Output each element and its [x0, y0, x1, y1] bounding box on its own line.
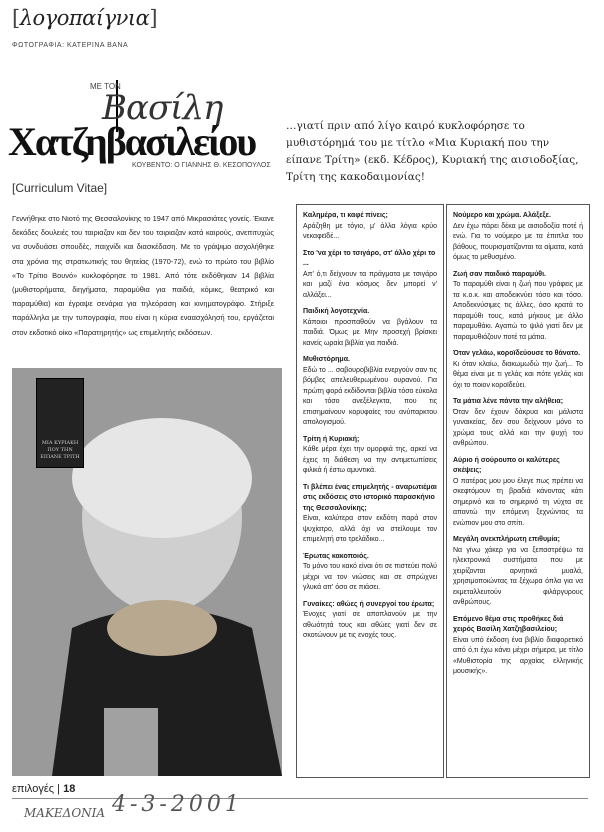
qa-answer: Εδώ το ... σαβουροβιβλία ενεργούν σαν τις βόμβες απελευθερωμένου ουρανού. Για πρώτη φορά εκδίδονται βιβλία τόσο εύκολα και τόσο ανεξέλεγκτα, που τις επισημαίνουν κορυφαίες του ανύπαρκτου απολογισμού.	[303, 366, 437, 426]
qa-question: Στο 'να χέρι το τσιγάρο, στ' άλλο χέρι το ...	[303, 249, 436, 267]
qa-answer: Κι όταν κλαίω, διακωμωδώ την ζωή... Το θέμα είναι με τι γελάς και πότε γελάς και όχι το ποιον κοροϊδεύει.	[453, 360, 583, 389]
qa-answer: Το παραμύθι είναι η ζωή που γράφεις με τα κ.ο.κ. και αποδεικνύει τόσο και τόσο. Αποδεκνύσιμες τις άλλες, όσο κρατά το παραμύθι τους, κατά μήκους με άλλο παραμυθάκι. Αγαπώ το ψιλό γιατί δεν με παραμυθιάζουν ποτέ τα μάτια.	[453, 281, 583, 341]
footer-section: επιλογές | 18	[12, 783, 76, 795]
footer-divider	[12, 798, 588, 799]
qa-answer: Είναι υπό έκδοση ένα βιβλίο διαφορετικό από ό,τι έχω κάνει μέχρι σήμερα, με τίτλο «Μυθιστορία της αρχαίας ελληνικής μουσικής».	[453, 636, 583, 675]
qa-question: Όταν γελάω, κορoϊδεύουσε το θάνατο.	[453, 350, 581, 357]
cv-title: [Curriculum Vitae]	[12, 181, 108, 195]
book-cover	[36, 378, 84, 468]
qa-question: Νούμερο και χρώμα. Αλάξεξε.	[453, 212, 551, 219]
photo-credit: ΦΩΤΟΓΡΑΦΙΑ: ΚΑΤΕΡΙΝΑ ΒΑΝΑ	[12, 42, 129, 49]
qa-question: Αύριο ή σούρουπο οι καλύτερες σκέψεις;	[453, 456, 560, 474]
qa-question: Μυθιστόρημα.	[303, 356, 350, 363]
cv-paragraph: Γεννήθηκε στο Νιοτό της Θεσσαλονίκης το 1947 από Μικρασιάτες γονείς. Έκανε δεκάδες δουλειές του ταιριαζαν και δεν του ταιριαζαν κατά καιρούς, ανεπιτυχώς να συνδυάσει σπουδές, παιχνίδι και διασκέδαση. Με το γράψιμο ασχολήθηκε στα χρόνια της στρατιωτικής του θητείας (1970-72), ενώ το πρώτο του βιβλίο «Το Τρίτιο Βουνό» κυκλοφόρησε το 1981. Από τότε εκδόθηκαν 14 βιβλία (μυθιστορήματα, διηγήματα, παραμύθια για παιδιά, κόμικς, θεατρικό και παραμύθια) και έγραψε σενάρια για τηλεόραση και κινηματογράφο. Στήριξε παράλληλα με την τυπογραφία, που είναι η κύρια εναασχόλησή του, εργάζεται στον εκδοτικό οίκο «Παρατηρητής» ως επιμελητής εκδόσεων.	[12, 214, 274, 337]
qa-question: Τα μάτια λένε πάντα την αλήθεια;	[453, 398, 564, 405]
qa-question: Έρωτας κακοποιός.	[303, 552, 369, 560]
qa-answer: Απ' ό,τι δείχνουν τα πράγματα με τσιγάρο και μαζί ένα κόσμος δεν μπορεί ν' αλλάξει...	[303, 270, 437, 299]
qa-question: Παιδική λογοτεχνία.	[303, 308, 370, 315]
qa-question: Τι βλέπει ένας επιμελητής - αναρωτιέμαι στις εκδόσεις στο ιστορικό παρασκήνιο της Θεσσαλονίκης;	[303, 483, 437, 512]
qa-question: Καλημέρα, τι καφέ πίνεις;	[303, 212, 388, 219]
qa-question: Επόμενο θέμα στις προθήκες διά χειρός Βασίλη Χατζηβασιλείου;	[453, 615, 564, 633]
qa-answer: Ο πατέρας μου μου έλεγε πως πρέπει να σκεφτόμουν τη βραδιά κάνοντας κάτι σημερινό και το σημερινό τη νύχτα σε απαντώ την επόμενη ξεχνώντας τα ενώπιον μου στο σπίτι.	[453, 477, 583, 527]
qa-answer: Το μόνο του κακό είναι ότι σε πιστεύει πολύ μέχρι να τον νιώσεις και σε σπρώχνει γλυκά απ' όσο σε πιάσει.	[303, 563, 437, 591]
qa-column-1	[296, 204, 444, 778]
qa-answer: Όταν δεν έχουν δάκρυα και μάλιστα γυναικείας, δεν σου δείχνουν μόνο το χρώμα τους αλλά και την ψυχή του ανθρώπου.	[453, 408, 583, 447]
page-number: 18	[63, 783, 76, 795]
qa-answer: Ένοχες γιατί σε αποπλανούν με την αθωότητά τους και αθώες γιατί δεν σε σκοτώνουν με τις ενοχές τους.	[303, 611, 437, 639]
qa-column-2	[446, 204, 590, 778]
qa-question: Γυναίκες: αθώες ή συνεργοί του έρωτα;	[303, 600, 435, 608]
section-title: [λογοπαίγνια]	[12, 6, 158, 30]
book-cover-title: ΜΙΑ ΚΥΡΙΑΚΗ ΠΟΥ ΤΗΝ ΕΙΠΑΝΕ ΤΡΙΤΗ	[40, 440, 80, 460]
intro-paragraph: …γιατί πριν από λίγο καιρό κυκλοφόρησε το μυθιστόρημά του με τίτλο «Μια Κυριακή που την είπανε Τρίτη» (εκδ. Κέδρος), Κυριακή της αισιοδοξίας, Τρίτη της κακοδαιμονίας!	[286, 120, 579, 183]
qa-question: Ζωή σαν παιδικό παραμύθι.	[453, 270, 546, 278]
author-first-name: Βασίλη	[102, 88, 223, 128]
qa-question: Μεγάλη ανεκπλήρωτη επιθυμία;	[453, 536, 560, 543]
qa-answer: Κάποιοι προσπαθούν να βγάλουν τα παιδιά. Όμως με Μην προσεχή βρίσκει κανείς ωραία βιβλία για παιδιά.	[303, 318, 437, 347]
qa-question: Τρίτη ή Κυριακή;	[303, 435, 360, 443]
qa-answer: Αράζηθη με τόγιο, μ' άλλα λόγια κρύο νεκαφεϊδέ...	[303, 222, 437, 240]
qa-answer: Δεν έχω πάρει δέκα με αισιοδοξία ποτέ ή ενώ. Για το νούμερο με τα έπιπλα του βάθους, πουρισματίζονται τα αίματα, κατά όμως το μεθυσμένο.	[453, 222, 583, 261]
qa-answer: Να γίνω χάκερ για να ξεπαστρέψω τα ηλεκτρονικά συστήματα που με χειρίζονται αρνητικά μυαλά, χρησιμοποιώντας τα ξέχωρα όπλα για να εκμεταλλευτούν φιλάργυρους ανθρώπους.	[453, 546, 583, 606]
qa-answer: Είναι, καλύτερα στον εκδότη παρά στον ψυχίατρο, αλλά όχι να στείλουμε τον επιμελητή στο τρελάδικο...	[303, 515, 437, 543]
author-surname: Χατζηβασιλείου	[8, 119, 256, 164]
handwritten-source: ΜΑΚΕΔΟΝΙΑ	[24, 806, 106, 820]
qa-answer: Κάθε μέρα έχει την ομορφιά της, αρκεί να έχεις τη διάθεση να την αντιμετωπίσεις φιλικά ή έστω αμυντικά.	[303, 446, 437, 474]
interviewer-prefix: ΜΕ ΤΟΝ	[90, 82, 121, 91]
byline: ΚΟΥΒΕΝΤΟ: Ο ΓΙΑΝΝΗΣ Θ. ΚΕΣΟΠΟΥΛΟΣ	[132, 162, 271, 169]
handwritten-date: 4-3-2001	[112, 792, 243, 817]
